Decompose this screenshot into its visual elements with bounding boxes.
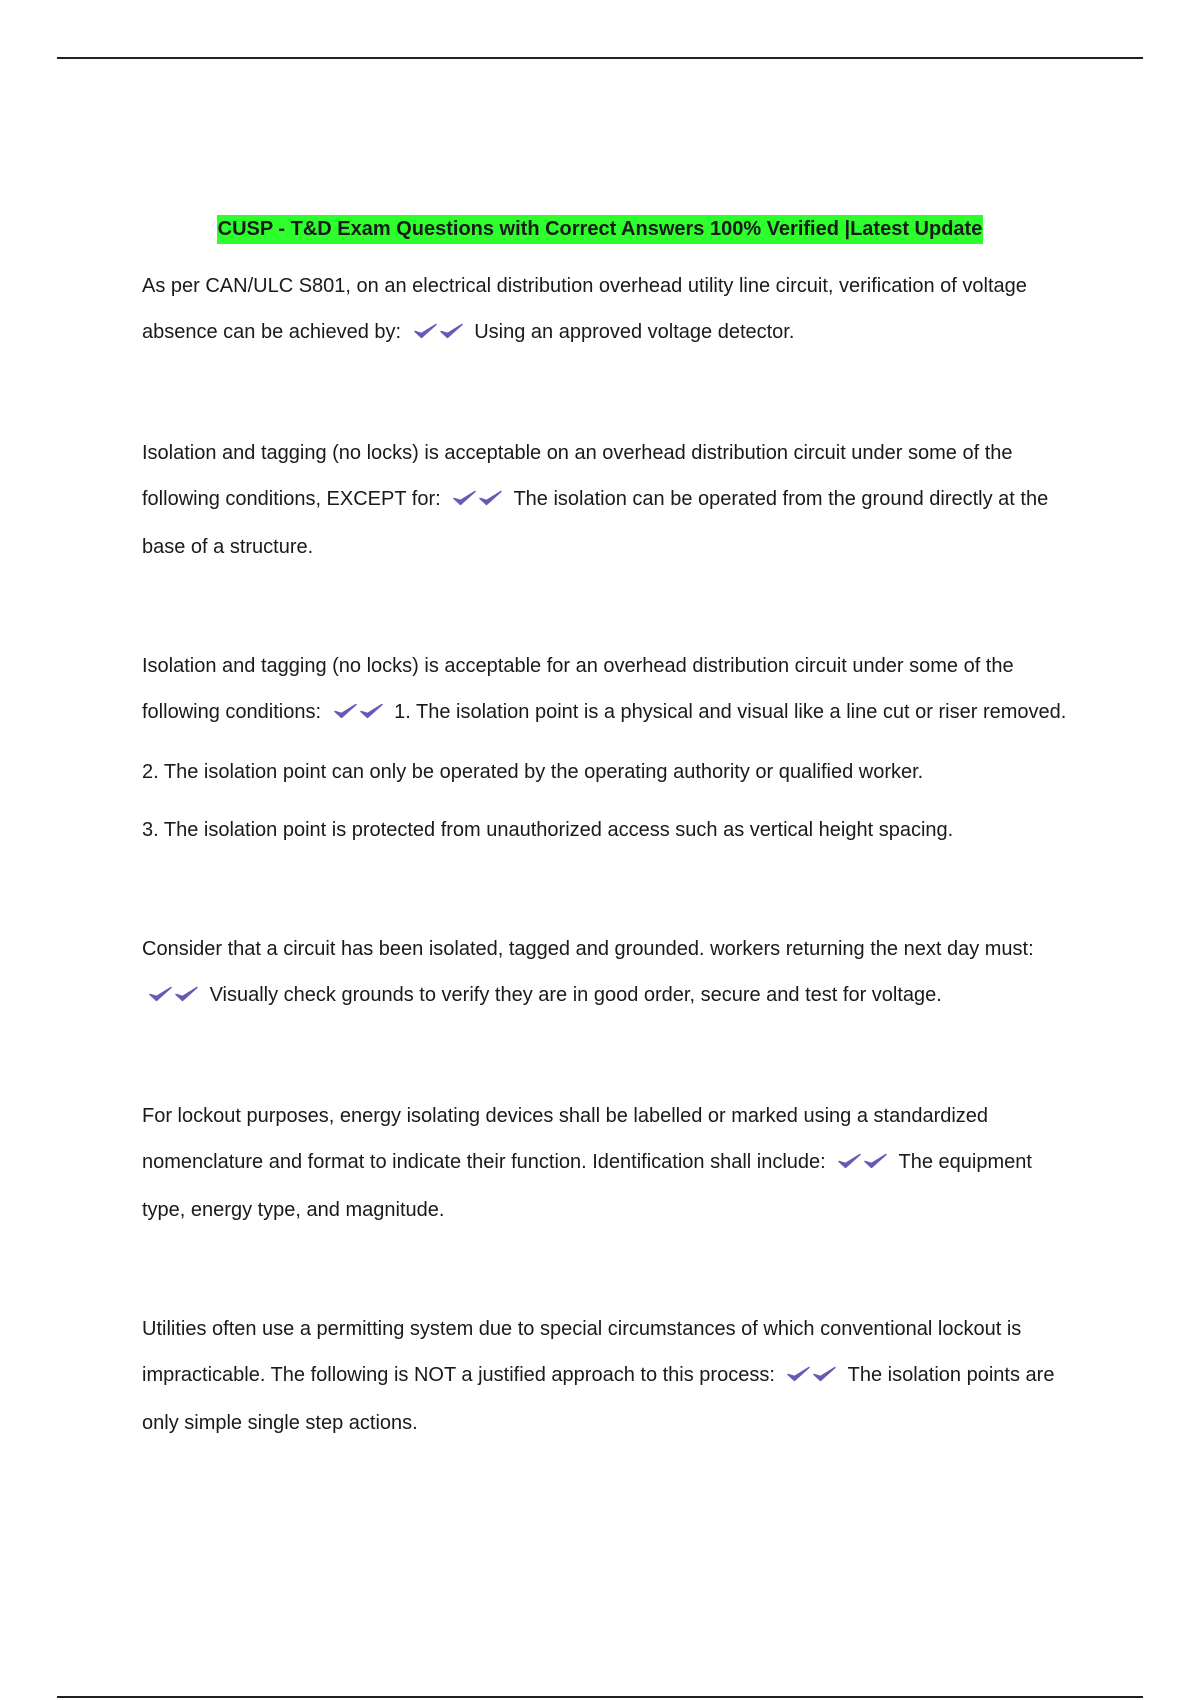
qa-list: [142, 263, 1072, 1446]
checkmark-icon: [439, 322, 465, 340]
document-title: CUSP - T&D Exam Questions with Correct Answers 100% Verified |Latest Update: [217, 215, 984, 244]
checkmark-icon: [148, 985, 174, 1003]
qa-paragraph: [142, 1093, 1072, 1233]
answer-text: The equipment type, energy type, and magnitude.: [142, 1151, 1032, 1221]
title-container: [0, 215, 1200, 244]
checkmark-icon: [359, 702, 385, 720]
checkmark-icon: [786, 1365, 812, 1383]
checkmark-icon: [863, 1152, 889, 1170]
answer-text: Using an approved voltage detector.: [474, 321, 795, 343]
qa-paragraph: [142, 430, 1072, 570]
question-text: Consider that a circuit has been isolated, tagged and grounded. workers returning the next day must:: [142, 938, 1034, 960]
qa-item: [142, 643, 1072, 853]
qa-item: [142, 430, 1072, 570]
checkmark-icon: [837, 1152, 863, 1170]
answer-text: The isolation points are only simple single step actions.: [142, 1364, 1055, 1434]
question-text: Isolation and tagging (no locks) is acceptable for an overhead distribution circuit under some of the following conditions:: [142, 655, 1014, 723]
answer-marker: [786, 1354, 838, 1400]
qa-item: [142, 926, 1072, 1020]
qa-paragraph: [142, 643, 1072, 737]
qa-item: [142, 1306, 1072, 1446]
answer-marker: [148, 974, 200, 1020]
checkmark-icon: [174, 985, 200, 1003]
answer-text: The isolation can be operated from the ground directly at the base of a structure.: [142, 488, 1049, 558]
checkmark-icon: [478, 489, 504, 507]
answer-continuation: 3. The isolation point is protected from unauthorized access such as vertical height spacing.: [142, 819, 954, 841]
header-rule: [57, 57, 1143, 59]
checkmark-icon: [413, 322, 439, 340]
answer-marker: [413, 311, 465, 357]
footer-rule: [57, 1696, 1143, 1698]
qa-item: [142, 1093, 1072, 1233]
question-text: For lockout purposes, energy isolating devices shall be labelled or marked using a standardized nomenclature and format to indicate their function. Identification shall include:: [142, 1105, 989, 1173]
answer-text: Visually check grounds to verify they are in good order, secure and test for voltage.: [209, 984, 942, 1006]
question-text: Isolation and tagging (no locks) is acceptable on an overhead distribution circuit under some of the following conditions, EXCEPT for:: [142, 442, 1013, 510]
qa-paragraph: [142, 1306, 1072, 1446]
qa-paragraph: [142, 926, 1072, 1020]
qa-item: [142, 263, 1072, 357]
answer-continuation: 2. The isolation point can only be operated by the operating authority or qualified worker.: [142, 761, 924, 783]
checkmark-icon: [333, 702, 359, 720]
answer-text: 1. The isolation point is a physical and visual like a line cut or riser removed.: [394, 701, 1067, 723]
answer-marker: [837, 1141, 889, 1187]
question-text: Utilities often use a permitting system due to special circumstances of which conventional lockout is impracticable. The following is NOT a justified approach to this process:: [142, 1318, 1022, 1386]
checkmark-icon: [812, 1365, 838, 1383]
question-text: As per CAN/ULC S801, on an electrical distribution overhead utility line circuit, verification of voltage absence can be achieved by:: [142, 275, 1027, 343]
answer-marker: [452, 478, 504, 524]
qa-paragraph: [142, 263, 1072, 357]
checkmark-icon: [452, 489, 478, 507]
answer-marker: [333, 691, 385, 737]
